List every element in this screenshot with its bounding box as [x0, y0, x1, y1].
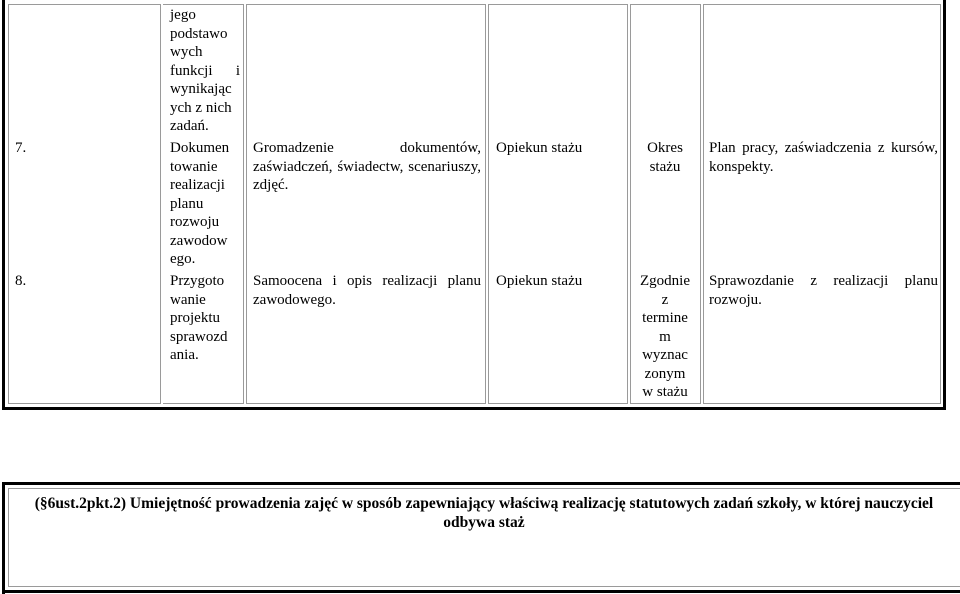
task-line: towanie — [170, 158, 218, 175]
term-line: stażu — [649, 158, 681, 175]
term-line: Okres — [647, 140, 683, 156]
term-line: zonym — [644, 365, 686, 382]
term-line: z — [661, 291, 669, 308]
task-line: Dokumen — [170, 140, 230, 156]
task-cell-row0 — [170, 6, 240, 136]
cell-activity-column — [246, 4, 486, 404]
term-line: w stażu — [642, 384, 688, 400]
task-line: realizacji — [170, 177, 225, 193]
table-border-top-right — [943, 0, 946, 3]
activity-cell-row7: Gromadzenie dokumentów, zaświadczeń, świadectw, scenariuszy, zdjęć. — [253, 140, 481, 193]
task-line: ych z nich — [170, 99, 232, 116]
section-table — [0, 482, 960, 594]
task-cell-row7 — [170, 139, 240, 269]
row-number: 8. — [15, 273, 27, 289]
evidence-cell-row8: Sprawozdanie z realizacji planu rozwoju. — [709, 273, 938, 308]
activity-cell-row8: Samoocena i opis realizacji planu zawodowego. — [253, 273, 481, 308]
section-heading: (§6ust.2pkt.2) Umiejętność prowadzenia zajęć w sposób zapewniający właściwą realizację statutowych zadań szkoły, w której nauczyciel odbywa staż — [34, 495, 934, 531]
task-line: wynikając — [170, 81, 232, 97]
partner-cell-row7: Opiekun stażu — [496, 140, 583, 156]
task-line: ego. — [170, 251, 196, 267]
evidence-cell-row7: Plan pracy, zaświadczenia z kursów, konspekty. — [709, 140, 938, 175]
table-border-bottom — [2, 407, 946, 410]
term-line: Zgodnie — [640, 273, 690, 289]
task-line: podstawo — [170, 25, 228, 42]
task-line: zawodow — [170, 232, 228, 249]
row-number: 7. — [15, 140, 27, 156]
cell-evidence-column — [703, 4, 941, 404]
task-line: projektu — [170, 310, 220, 326]
table-border-left — [2, 0, 5, 410]
task-cell-row8 — [170, 272, 240, 365]
term-cell-row8 — [632, 272, 698, 402]
task-line: planu — [170, 195, 204, 212]
partner-cell-row8: Opiekun stażu — [496, 273, 583, 289]
cell-number-column — [8, 4, 161, 404]
task-line: jego — [170, 7, 196, 23]
term-line: m — [659, 328, 671, 345]
task-line: zadań. — [170, 118, 209, 134]
task-line: wanie — [170, 291, 206, 308]
term-line: termine — [642, 310, 688, 326]
section-border-left — [2, 482, 5, 594]
cell-partner-column — [488, 4, 628, 404]
task-line: sprawozd — [170, 328, 228, 345]
task-line: rozwoju — [170, 214, 220, 230]
task-line: Przygoto — [170, 273, 225, 289]
task-line: ania. — [170, 347, 199, 363]
table-border-right — [943, 0, 946, 410]
section-border-top — [2, 482, 960, 485]
task-line: funkcji i — [170, 62, 240, 79]
term-line: wyznac — [642, 347, 688, 363]
task-line: wych — [170, 44, 203, 60]
section-border-bottom — [2, 590, 960, 593]
term-cell-row7 — [632, 139, 698, 176]
